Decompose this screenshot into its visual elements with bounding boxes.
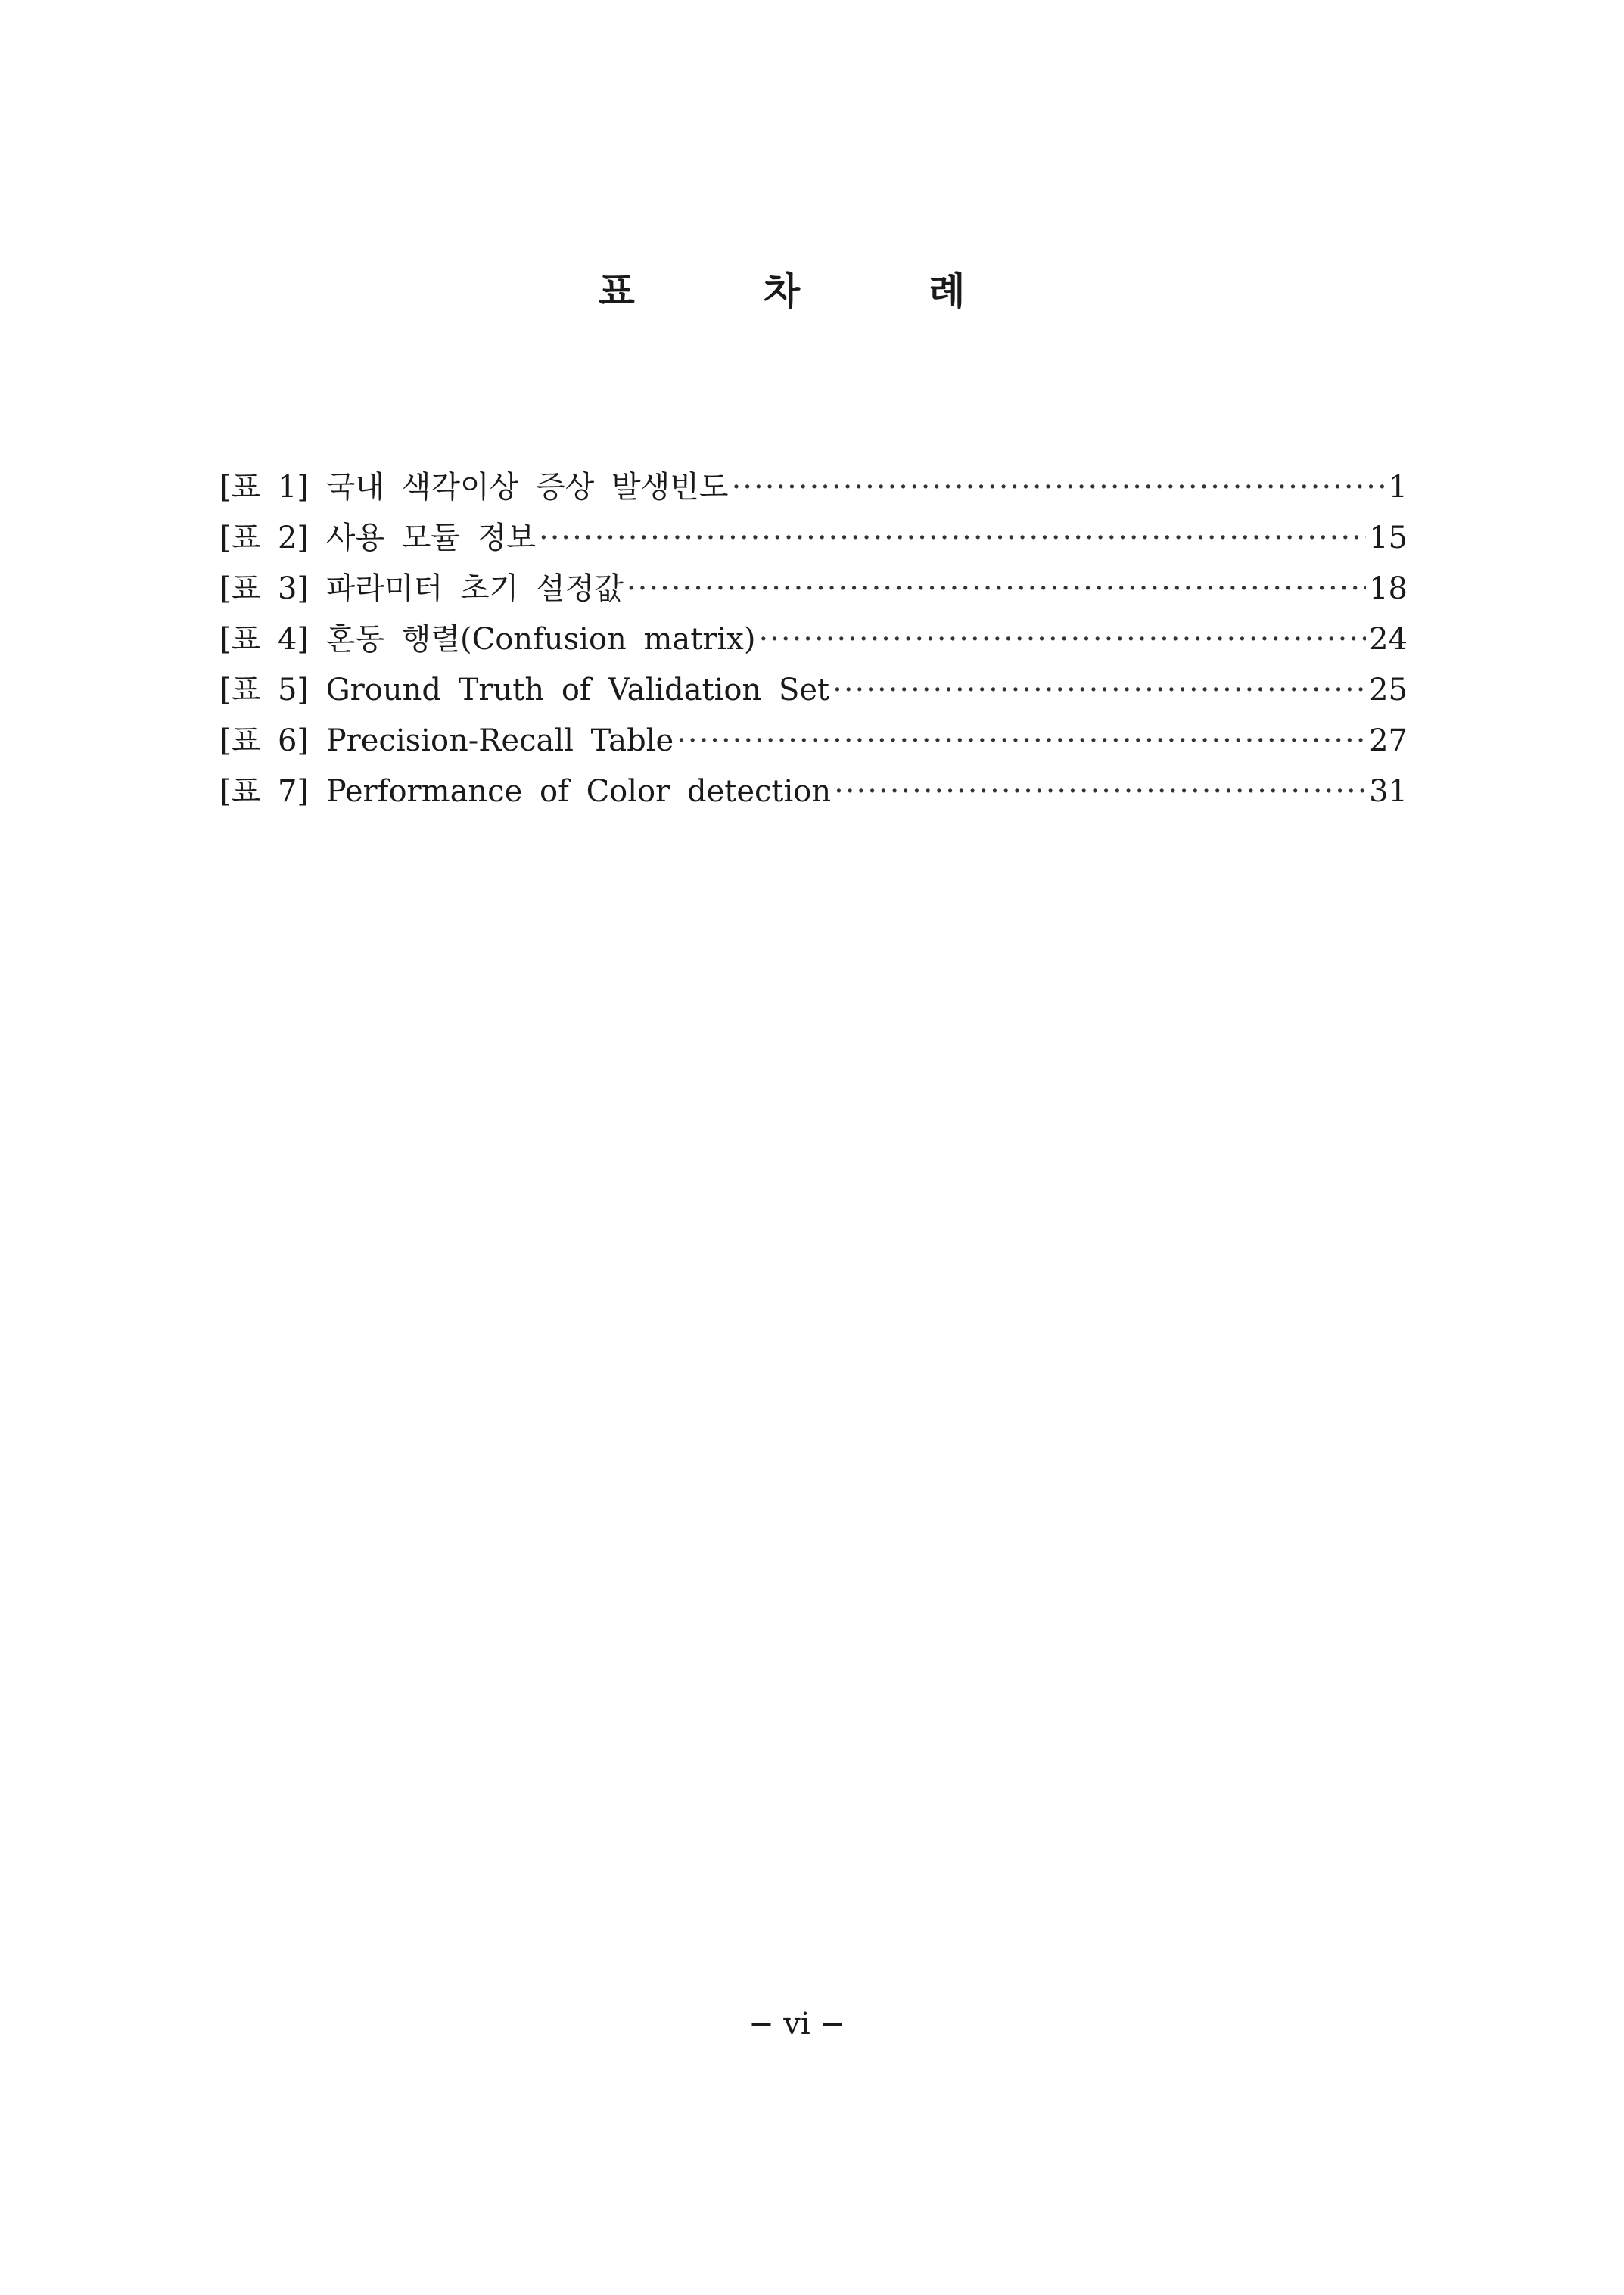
- toc-entry-3[interactable]: [219, 564, 1408, 615]
- toc-leader-dots: [627, 571, 1366, 606]
- title-char-3: 례: [929, 269, 966, 313]
- toc-entry-1[interactable]: [219, 463, 1408, 514]
- toc-entry-4[interactable]: [219, 615, 1408, 666]
- toc-entry-6[interactable]: [219, 717, 1408, 767]
- toc-entry-label: [표 7] Performance of Color detection: [219, 774, 832, 809]
- toc-entry-7[interactable]: [219, 767, 1408, 818]
- toc-entry-page: 1: [1388, 470, 1408, 505]
- toc-entry-label: [표 4] 혼동 행렬(Confusion matrix): [219, 622, 756, 657]
- toc-entry-page: 27: [1369, 723, 1408, 758]
- toc-entry-label: [표 5] Ground Truth of Validation Set: [219, 673, 830, 707]
- toc-entry-page: 31: [1369, 774, 1408, 809]
- toc-entry-label: [표 3] 파라미터 초기 설정값: [219, 571, 624, 606]
- toc-leader-dots: [832, 673, 1366, 707]
- page-title: [0, 261, 1594, 316]
- toc-entry-page: 25: [1369, 673, 1408, 707]
- toc-entry-5[interactable]: [219, 666, 1408, 717]
- toc-leader-dots: [732, 470, 1386, 505]
- toc-leader-dots: [834, 774, 1366, 809]
- page-number: − vi −: [748, 2007, 845, 2042]
- toc-leader-dots: [677, 723, 1366, 758]
- toc-entry-page: 18: [1369, 571, 1408, 606]
- title-char-2: 차: [763, 269, 801, 313]
- toc-entry-label: [표 2] 사용 모듈 정보: [219, 521, 536, 555]
- toc-entry-2[interactable]: [219, 514, 1408, 564]
- toc-entry-page: 24: [1369, 622, 1408, 657]
- toc-leader-dots: [758, 622, 1366, 657]
- table-of-contents: [219, 463, 1408, 818]
- title-char-1: 표: [598, 269, 635, 313]
- toc-entry-page: 15: [1369, 521, 1408, 555]
- toc-entry-label: [표 1] 국내 색각이상 증상 발생빈도: [219, 470, 729, 505]
- toc-leader-dots: [539, 521, 1366, 555]
- toc-entry-label: [표 6] Precision-Recall Table: [219, 723, 674, 758]
